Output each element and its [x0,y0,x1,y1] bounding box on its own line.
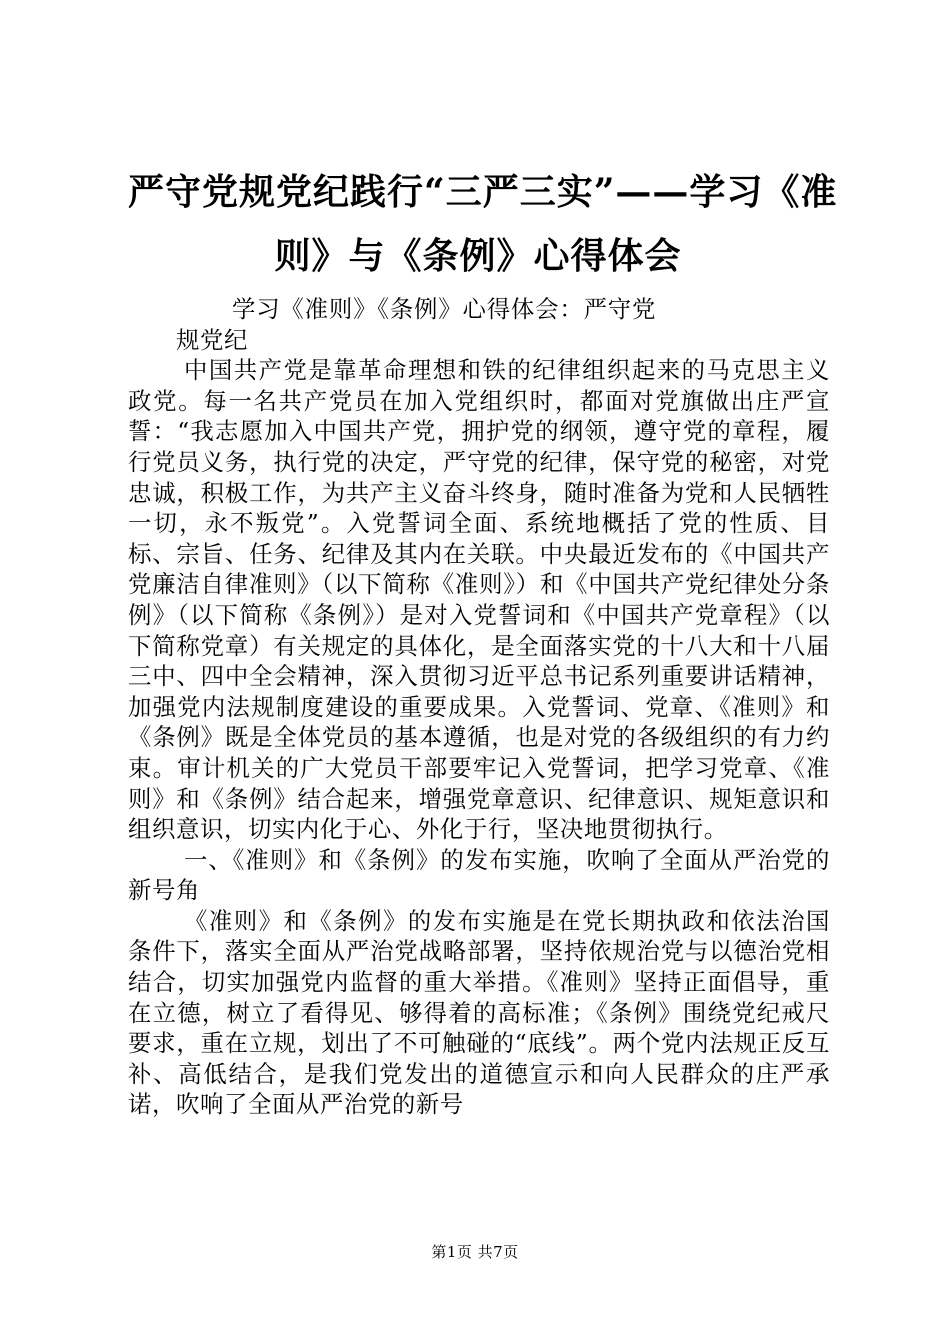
title-line-1: 严守党规党纪践行“三严三实”——学习《准 [128,171,838,213]
paragraph-section-1: 《准则》和《条例》的发布实施是在党长期执政和依法治国条件下，落实全面从严治党战略部署，坚持依规治党与以德治党相结合，切实加强党内监督的重大举措。《准则》坚持正面倡导，重在立德，树立了看得见、够得着的高标准；《条例》围绕党纪戒尺要求，重在立规，划出了不可触碰的“底线”。两个党内法规正反互补、高低结合，是我们党发出的道德宣示和向人民群众的庄严承诺，吹响了全面从严治党的新号 [128,906,830,1119]
document-body [128,294,830,1120]
section-heading-1: 一、《准则》和《条例》的发布实施，吹响了全面从严治党的新号角 [128,845,830,905]
document-title [128,160,838,288]
paragraph-intro: 中国共产党是靠革命理想和铁的纪律组织起来的马克思主义政党。每一名共产党员在加入党组织时，都面对党旗做出庄严宣誓：“我志愿加入中国共产党，拥护党的纲领，遵守党的章程，履行党员义务，执行党的决定，严守党的纪律，保守党的秘密，对党忠诚，积极工作，为共产主义奋斗终身，随时准备为党和人民牺牲一切，永不叛党”。入党誓词全面、系统地概括了党的性质、目标、宗旨、任务、纪律及其内在关联。中央最近发布的《中国共产党廉洁自律准则》（以下简称《准则》）和《中国共产党纪律处分条例》（以下简称《条例》）是对入党誓词和《中国共产党章程》（以下简称党章）有关规定的具体化，是全面落实党的十八大和十八届三中、四中全会精神，深入贯彻习近平总书记系列重要讲话精神，加强党内法规制度建设的重要成果。入党誓词、党章、《准则》和《条例》既是全体党员的基本遵循，也是对党的各级组织的有力约束。审计机关的广大党员干部要牢记入党誓词，把学习党章、《准则》和《条例》结合起来，增强党章意识、纪律意识、规矩意识和组织意识，切实内化于心、外化于行，坚决地贯彻执行。 [128,356,830,844]
page-number-footer: 第1页 共7页 [431,1243,519,1261]
title-line-2: 则》与《条例》心得体会 [274,235,682,277]
document-subtitle: 学习《准则》《条例》心得体会：严守党规党纪 [176,295,656,354]
